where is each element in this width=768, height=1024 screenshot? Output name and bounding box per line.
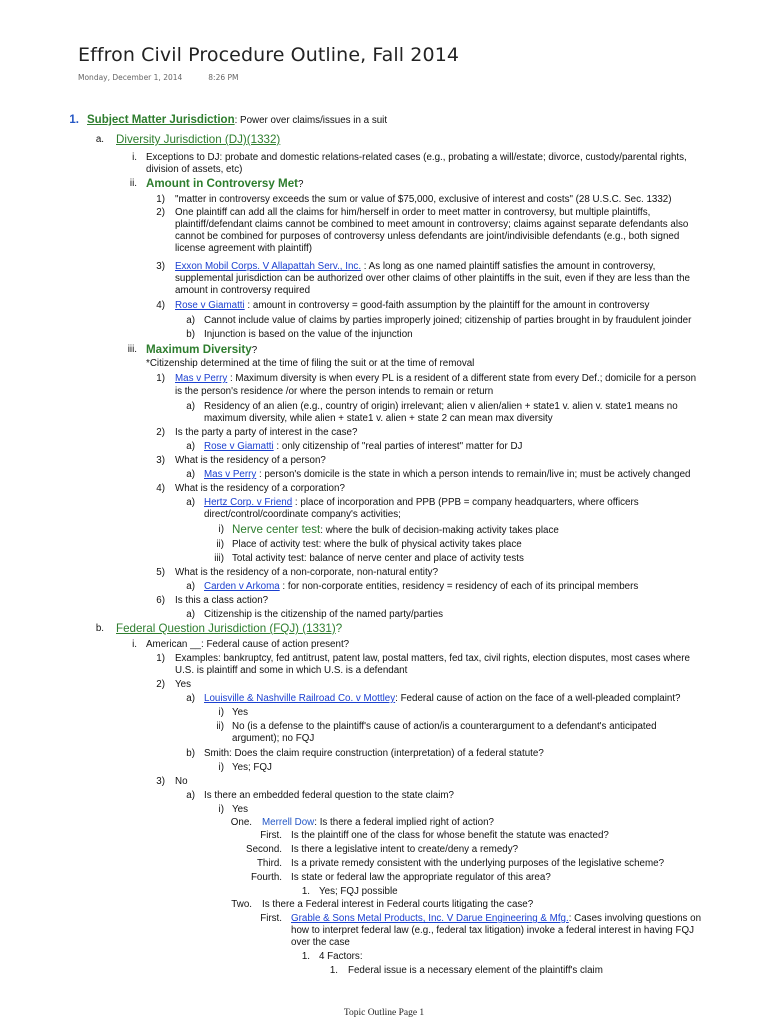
line-text — [175, 207, 650, 219]
text-segment: Citizenship is the citizenship of the named party/parties — [204, 609, 444, 620]
section-heading: Diversity Jurisdiction (DJ)(1332) — [116, 133, 281, 146]
text-segment: supplemental jurisdiction can be authorized over other claims of other plaintiffs in the suit, even if they are less than the — [175, 273, 690, 284]
case-link[interactable]: Hertz Corp. v Friend — [204, 497, 293, 508]
text-segment: division of assets, etc) — [146, 164, 243, 175]
line-text — [319, 951, 363, 963]
text-segment: Yes — [232, 707, 248, 718]
list-marker: 1. — [301, 886, 310, 897]
line-text — [291, 937, 350, 949]
text-segment: Is there a Federal interest in Federal courts litigating the case? — [262, 899, 534, 910]
text-segment: American __: Federal cause of action present? — [146, 639, 350, 650]
list-marker: One. — [230, 817, 252, 828]
text-segment: ? — [251, 345, 258, 356]
text-segment: plaintiff/defendant claims cannot be combined to meet amount in controversy; claims against separate defendants also — [175, 219, 689, 230]
list-marker: 1) — [156, 373, 165, 384]
list-marker: 4) — [156, 483, 165, 494]
text-segment: : place of incorporation and PPB (PPB = company headquarters, where officers — [292, 497, 639, 508]
line-text — [204, 413, 553, 425]
list-marker: Third. — [256, 858, 282, 869]
text-segment: Is this a class action? — [175, 595, 269, 606]
list-marker: i) — [218, 524, 224, 535]
text-segment: : amount in controversy = good-faith assumption by the plaintiff for the amount in controversy — [244, 300, 650, 311]
text-segment: No — [175, 776, 188, 787]
case-link[interactable]: Grable & Sons Metal Products, Inc. V Darue Engineering & Mfg. — [291, 913, 569, 924]
text-segment: : for non-corporate entities, residency = residency of each of its principal members — [279, 581, 639, 592]
text-segment: Exceptions to DJ: probate and domestic relations-related cases (e.g., probating a will/estate; divorce, custody/parental rights, — [146, 152, 687, 163]
line-text — [204, 315, 691, 327]
line-text — [175, 653, 690, 665]
line-text — [175, 776, 188, 788]
list-marker: a) — [186, 401, 195, 412]
case-name: Merrell Dow — [262, 817, 315, 828]
list-marker: 3) — [156, 776, 165, 787]
case-link[interactable]: Carden v Arkoma — [204, 581, 280, 592]
text-segment: : where the bulk of decision-making activity takes place — [320, 525, 559, 536]
line-text — [232, 707, 248, 719]
list-marker: i) — [218, 707, 224, 718]
line-text — [175, 261, 655, 273]
line-text — [146, 344, 257, 357]
topic-heading: Amount in Controversy Met — [146, 177, 299, 190]
line-text — [146, 152, 687, 164]
line-text — [175, 194, 672, 206]
text-segment: amount in controversy required — [175, 285, 311, 296]
text-segment: What is the residency of a person? — [175, 455, 326, 466]
line-text — [232, 539, 522, 551]
list-marker: Second. — [246, 844, 282, 855]
case-link[interactable]: Rose v Giamatti — [175, 300, 245, 311]
text-segment: cannot be combined for purposes of controversy unless defendants are joint/indivisible defendants (e.g., both signed — [175, 231, 680, 242]
line-text — [204, 748, 544, 760]
line-text — [87, 114, 387, 127]
text-segment: : As long as one named plaintiff satisfies the amount in controversy, — [361, 261, 656, 272]
line-text — [175, 273, 690, 285]
list-marker: b) — [186, 748, 195, 759]
text-segment: Is the plaintiff one of the class for whose benefit the statute was enacted? — [291, 830, 609, 841]
text-segment: Place of activity test: where the bulk of physical activity takes place — [232, 539, 522, 550]
text-segment: how to interpret federal law (e.g., federal tax litigation) invoke a federal interest in having FQJ — [291, 925, 694, 936]
list-marker: a) — [186, 497, 195, 508]
line-text — [232, 804, 248, 816]
list-marker: a) — [186, 609, 195, 620]
line-text — [175, 427, 357, 439]
text-segment: Smith: Does the claim require construction (interpretation) of a federal statute? — [204, 748, 544, 759]
text-segment: Is a private remedy consistent with the underlying purposes of the legislative scheme? — [291, 858, 665, 869]
line-text — [175, 373, 696, 385]
text-segment: *Citizenship determined at the time of filing the suit or at the time of removal — [146, 358, 475, 369]
page-footer: Topic Outline Page 1 — [343, 1008, 425, 1018]
case-link[interactable]: Mas v Perry — [175, 373, 228, 384]
page-title: Effron Civil Procedure Outline, Fall 2014 — [78, 44, 460, 66]
line-text — [232, 524, 559, 537]
text-segment: Is state or federal law the appropriate regulator of this area? — [291, 872, 551, 883]
list-marker: ii) — [216, 539, 224, 550]
list-marker: b) — [186, 329, 195, 340]
line-text — [348, 965, 603, 977]
text-segment: : Power over claims/issues in a suit — [234, 115, 388, 126]
line-text — [175, 243, 312, 255]
list-marker: 5) — [156, 567, 165, 578]
line-text — [146, 639, 349, 651]
text-segment: : Is there a federal implied right of action? — [314, 817, 494, 828]
line-text — [116, 623, 342, 636]
list-marker: First. — [260, 830, 282, 841]
line-text — [319, 886, 398, 898]
note-metadata — [78, 73, 239, 82]
list-marker: 1) — [156, 194, 165, 205]
line-text — [175, 300, 649, 312]
list-marker: ii. — [129, 178, 137, 189]
line-text — [204, 401, 678, 413]
text-segment: 4 Factors: — [319, 951, 363, 962]
text-segment: "matter in controversy exceeds the sum or value of $75,000, exclusive of interest and costs" (28 U.S.C. Sec. 1332) — [175, 194, 672, 205]
line-text — [175, 665, 407, 677]
list-marker: 1. — [329, 965, 338, 976]
text-segment: is the person's residence /or where the person intends to remain or return — [175, 386, 494, 397]
case-link[interactable]: Louisville & Nashville Railroad Co. v Mottley — [204, 693, 396, 704]
line-text — [175, 595, 268, 607]
text-segment: Yes; FQJ — [232, 762, 272, 773]
text-segment: argument); no FQJ — [232, 733, 315, 744]
text-segment: over the case — [291, 937, 350, 948]
line-text — [204, 469, 691, 481]
text-segment: : Maximum diversity is when every PL is a resident of a different state from every Def.; domicile for a person — [227, 373, 697, 384]
line-text — [204, 581, 638, 593]
list-marker: a) — [186, 441, 195, 452]
line-text — [291, 858, 664, 870]
list-marker: a) — [186, 315, 195, 326]
list-marker: Fourth. — [250, 872, 282, 883]
line-text — [204, 609, 443, 621]
text-segment: : Cases involving questions on — [568, 913, 702, 924]
section-heading: Federal Question Jurisdiction (FQJ) (1331) — [116, 622, 336, 635]
line-text — [204, 329, 413, 341]
line-text — [232, 721, 657, 733]
note-time: 8:26 PM — [208, 73, 239, 82]
line-text — [291, 872, 551, 884]
list-marker: a) — [186, 469, 195, 480]
line-text — [204, 693, 681, 705]
list-marker: Two. — [231, 899, 252, 910]
list-marker: 1. — [69, 114, 79, 126]
line-text — [291, 913, 701, 925]
list-marker: i) — [218, 804, 224, 815]
line-text — [204, 790, 454, 802]
topic-heading: Nerve center test — [232, 523, 321, 536]
line-text — [291, 844, 518, 856]
case-link[interactable]: Mas v Perry — [204, 469, 257, 480]
line-text — [232, 762, 272, 774]
list-marker: 4) — [156, 300, 165, 311]
list-marker: b. — [95, 623, 104, 634]
line-text — [204, 441, 522, 453]
text-segment: Is there a legislative intent to create/deny a remedy? — [291, 844, 519, 855]
list-marker: iii. — [127, 344, 137, 355]
topic-heading: ? — [335, 622, 343, 635]
text-segment: license agreement with plaintiff) — [175, 243, 313, 254]
line-text — [175, 455, 326, 467]
text-segment: Yes — [175, 679, 191, 690]
list-marker: 2) — [156, 427, 165, 438]
text-segment: ? — [298, 179, 304, 190]
text-segment: Is the party a party of interest in the case? — [175, 427, 358, 438]
text-segment: No (is a defense to the plaintiff's cause of action/is a counterargument to a defendant's anticipated — [232, 721, 657, 732]
case-link[interactable]: Rose v Giamatti — [204, 441, 274, 452]
text-segment: Yes — [232, 804, 248, 815]
line-text — [232, 553, 524, 565]
text-segment: Residency of an alien (e.g., country of origin) irrelevant; alien v alien/alien + state1 v. alien v. state1 means no — [204, 401, 678, 412]
text-segment: U.S. is plaintiff and some in which U.S. is a defendant — [175, 665, 408, 676]
text-segment: Federal issue is a necessary element of the plaintiff's claim — [348, 965, 603, 976]
list-marker: a) — [186, 581, 195, 592]
list-marker: 1. — [301, 951, 310, 962]
line-text — [204, 497, 639, 509]
line-text — [116, 134, 280, 147]
line-text — [146, 178, 303, 191]
list-marker: ii) — [216, 721, 224, 732]
list-marker: a. — [95, 134, 104, 145]
text-segment: Cannot include value of claims by parties improperly joined; citizenship of parties brought in by fraudulent joinder — [204, 315, 692, 326]
text-segment: Is there an embedded federal question to the state claim? — [204, 790, 454, 801]
line-text — [204, 509, 401, 521]
section-heading: Subject Matter Jurisdiction — [87, 114, 235, 126]
list-marker: a) — [186, 790, 195, 801]
list-marker: i. — [132, 152, 137, 163]
list-marker: iii) — [214, 553, 224, 564]
list-marker: First. — [260, 913, 282, 924]
text-segment: maximum diversity, while alien + state1 v. alien + state 2 can mean max diversity — [204, 413, 553, 424]
text-segment: direct/control/coordinate company's activities; — [204, 509, 401, 520]
line-text — [175, 285, 310, 297]
text-segment: What is the residency of a non-corporate, non-natural entity? — [175, 567, 439, 578]
list-marker: 2) — [156, 207, 165, 218]
line-text — [175, 386, 493, 398]
list-marker: i) — [218, 762, 224, 773]
line-text — [291, 925, 694, 937]
text-segment: One plaintiff can add all the claims for him/herself in order to meet matter in controversy, but multiple plaintiffs, — [175, 207, 651, 218]
topic-heading: Maximum Diversity — [146, 343, 252, 356]
list-marker: 3) — [156, 455, 165, 466]
case-link[interactable]: Exxon Mobil Corps. V Allapattah Serv., Inc. — [175, 261, 362, 272]
text-segment: : only citizenship of "real parties of interest" matter for DJ — [273, 441, 523, 452]
note-date: Monday, December 1, 2014 — [78, 73, 183, 82]
text-segment: : Federal cause of action on the face of a well-pleaded complaint? — [395, 693, 681, 704]
line-text — [175, 219, 688, 231]
line-text — [232, 733, 314, 745]
line-text — [262, 817, 494, 829]
line-text — [146, 358, 474, 370]
line-text — [291, 830, 609, 842]
list-marker: 3) — [156, 261, 165, 272]
list-marker: a) — [186, 693, 195, 704]
list-marker: 1) — [156, 653, 165, 664]
line-text — [175, 483, 345, 495]
text-segment: Examples: bankruptcy, fed antitrust, patent law, postal matters, fed tax, civil rights, election disputes, most cases where — [175, 653, 690, 664]
line-text — [175, 567, 438, 579]
list-marker: i. — [132, 639, 137, 650]
text-segment: Yes; FQJ possible — [319, 886, 398, 897]
text-segment: Total activity test: balance of nerve center and place of activity tests — [232, 553, 524, 564]
text-segment: What is the residency of a corporation? — [175, 483, 345, 494]
list-marker: 2) — [156, 679, 165, 690]
text-segment: : person's domicile is the state in which a person intends to remain/live in; must be actively changed — [256, 469, 691, 480]
line-text — [175, 679, 191, 691]
line-text — [175, 231, 679, 243]
line-text — [262, 899, 533, 911]
text-segment: Injunction is based on the value of the injunction — [204, 329, 413, 340]
list-marker: 6) — [156, 595, 165, 606]
line-text — [146, 164, 242, 176]
